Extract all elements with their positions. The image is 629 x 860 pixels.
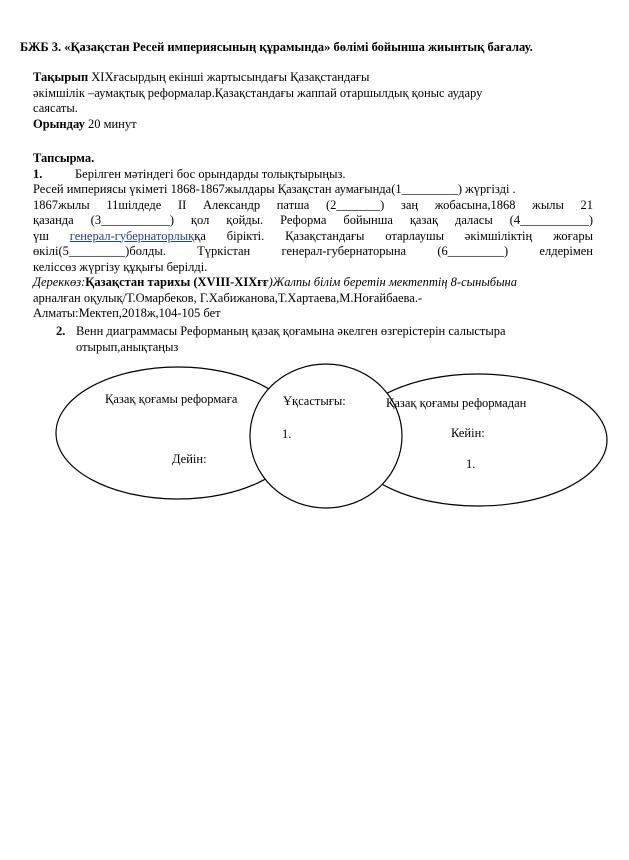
worksheet-title: БЖБ 3. «Қазақстан Ресей империясының құрамында» бөлімі бойынша жиынтық бағалау. [20,40,533,54]
q1-text-line3: қазанда (3___________) қол қойды. Реформа бойынша қазақ даласы (4___________) [33,213,593,227]
topic-label: Тақырып [33,70,89,84]
q1-text-line5: өкілі(5_________)болды. Түркістан генерал-губернаторына (6_________) елдерімен [33,244,593,258]
duration-value: 20 минут [84,116,137,131]
topic-text-line1: XIXғасырдың екінші жартысындағы Қазақстандағы [88,70,370,84]
source-label: Дереккөз: [33,275,86,289]
q2-text-line2: отырып,анықтаңыз [76,339,179,354]
q1-instruction: Берілген мәтіндегі бос орындарды толықтырыңыз. [75,166,346,181]
source-book-title: Қазақстан тарихы (XVIII-XIXғғ [85,275,269,289]
venn-middle-title: Ұқсастығы: [283,394,346,408]
venn-right-item: 1. [466,457,476,471]
venn-left-title: Қазақ қоғамы реформаға [105,392,238,406]
governor-general-link[interactable]: генерал-губернаторлық [69,228,195,243]
q2-text-line1: Венн диаграммасы Реформаның қазақ қоғамына әкелген өзгерістерін салыстыра [76,324,506,338]
q1-line4-start: үш [33,228,70,243]
q1-text-line2: 1867жылы 11шілдеде II Александр патша (2_______) заң жобасына,1868 жылы 21 [33,197,593,212]
duration-label: Орындау [33,116,85,131]
q2-number: 2. [56,324,66,338]
q1-line4-end: қа бірікті. Қазақстандағы отарлаушы әкімшіліктің жоғары [194,228,593,243]
q1-text-line6: келіссөз жүргізу құқығы берілді. [33,259,208,274]
q1-text-line1: Ресей империясы үкіметі 1868-1867жылдары Қазақстан аумағында(1_________) жүргізді . [33,182,516,196]
venn-middle-item: 1. [282,427,292,441]
q2-section [56,324,596,355]
task-section [33,151,593,322]
venn-diagram [0,360,629,520]
topic-text-line2: әкімшілік –аумақтық реформалар.Қазақстандағы жаппай отаршылдық қоныс аудару [33,85,483,100]
task-heading: Тапсырма. [33,151,95,165]
venn-left-sub: Дейін: [172,452,207,466]
venn-right-title: Қазақ қоғамы реформадан [386,396,527,410]
topic-section [33,70,593,132]
q1-number: 1. [33,166,43,181]
venn-right-sub: Кейін: [451,426,485,440]
q1-text-line4 [33,229,593,245]
topic-text-line3: саясаты. [33,101,78,115]
venn-middle-ellipse [250,364,402,508]
source-rest-line2: арналған оқулық/Т.Омарбеков, Г.Хабижанова,Т.Хартаева,М.Ноғайбаева.- [33,290,423,305]
source-rest-line3: Алматы:Мектеп,2018ж,104-105 бет [33,306,221,320]
source-rest-line1: )Жалпы білім беретін мектептің 8-сыныбына [268,275,517,289]
